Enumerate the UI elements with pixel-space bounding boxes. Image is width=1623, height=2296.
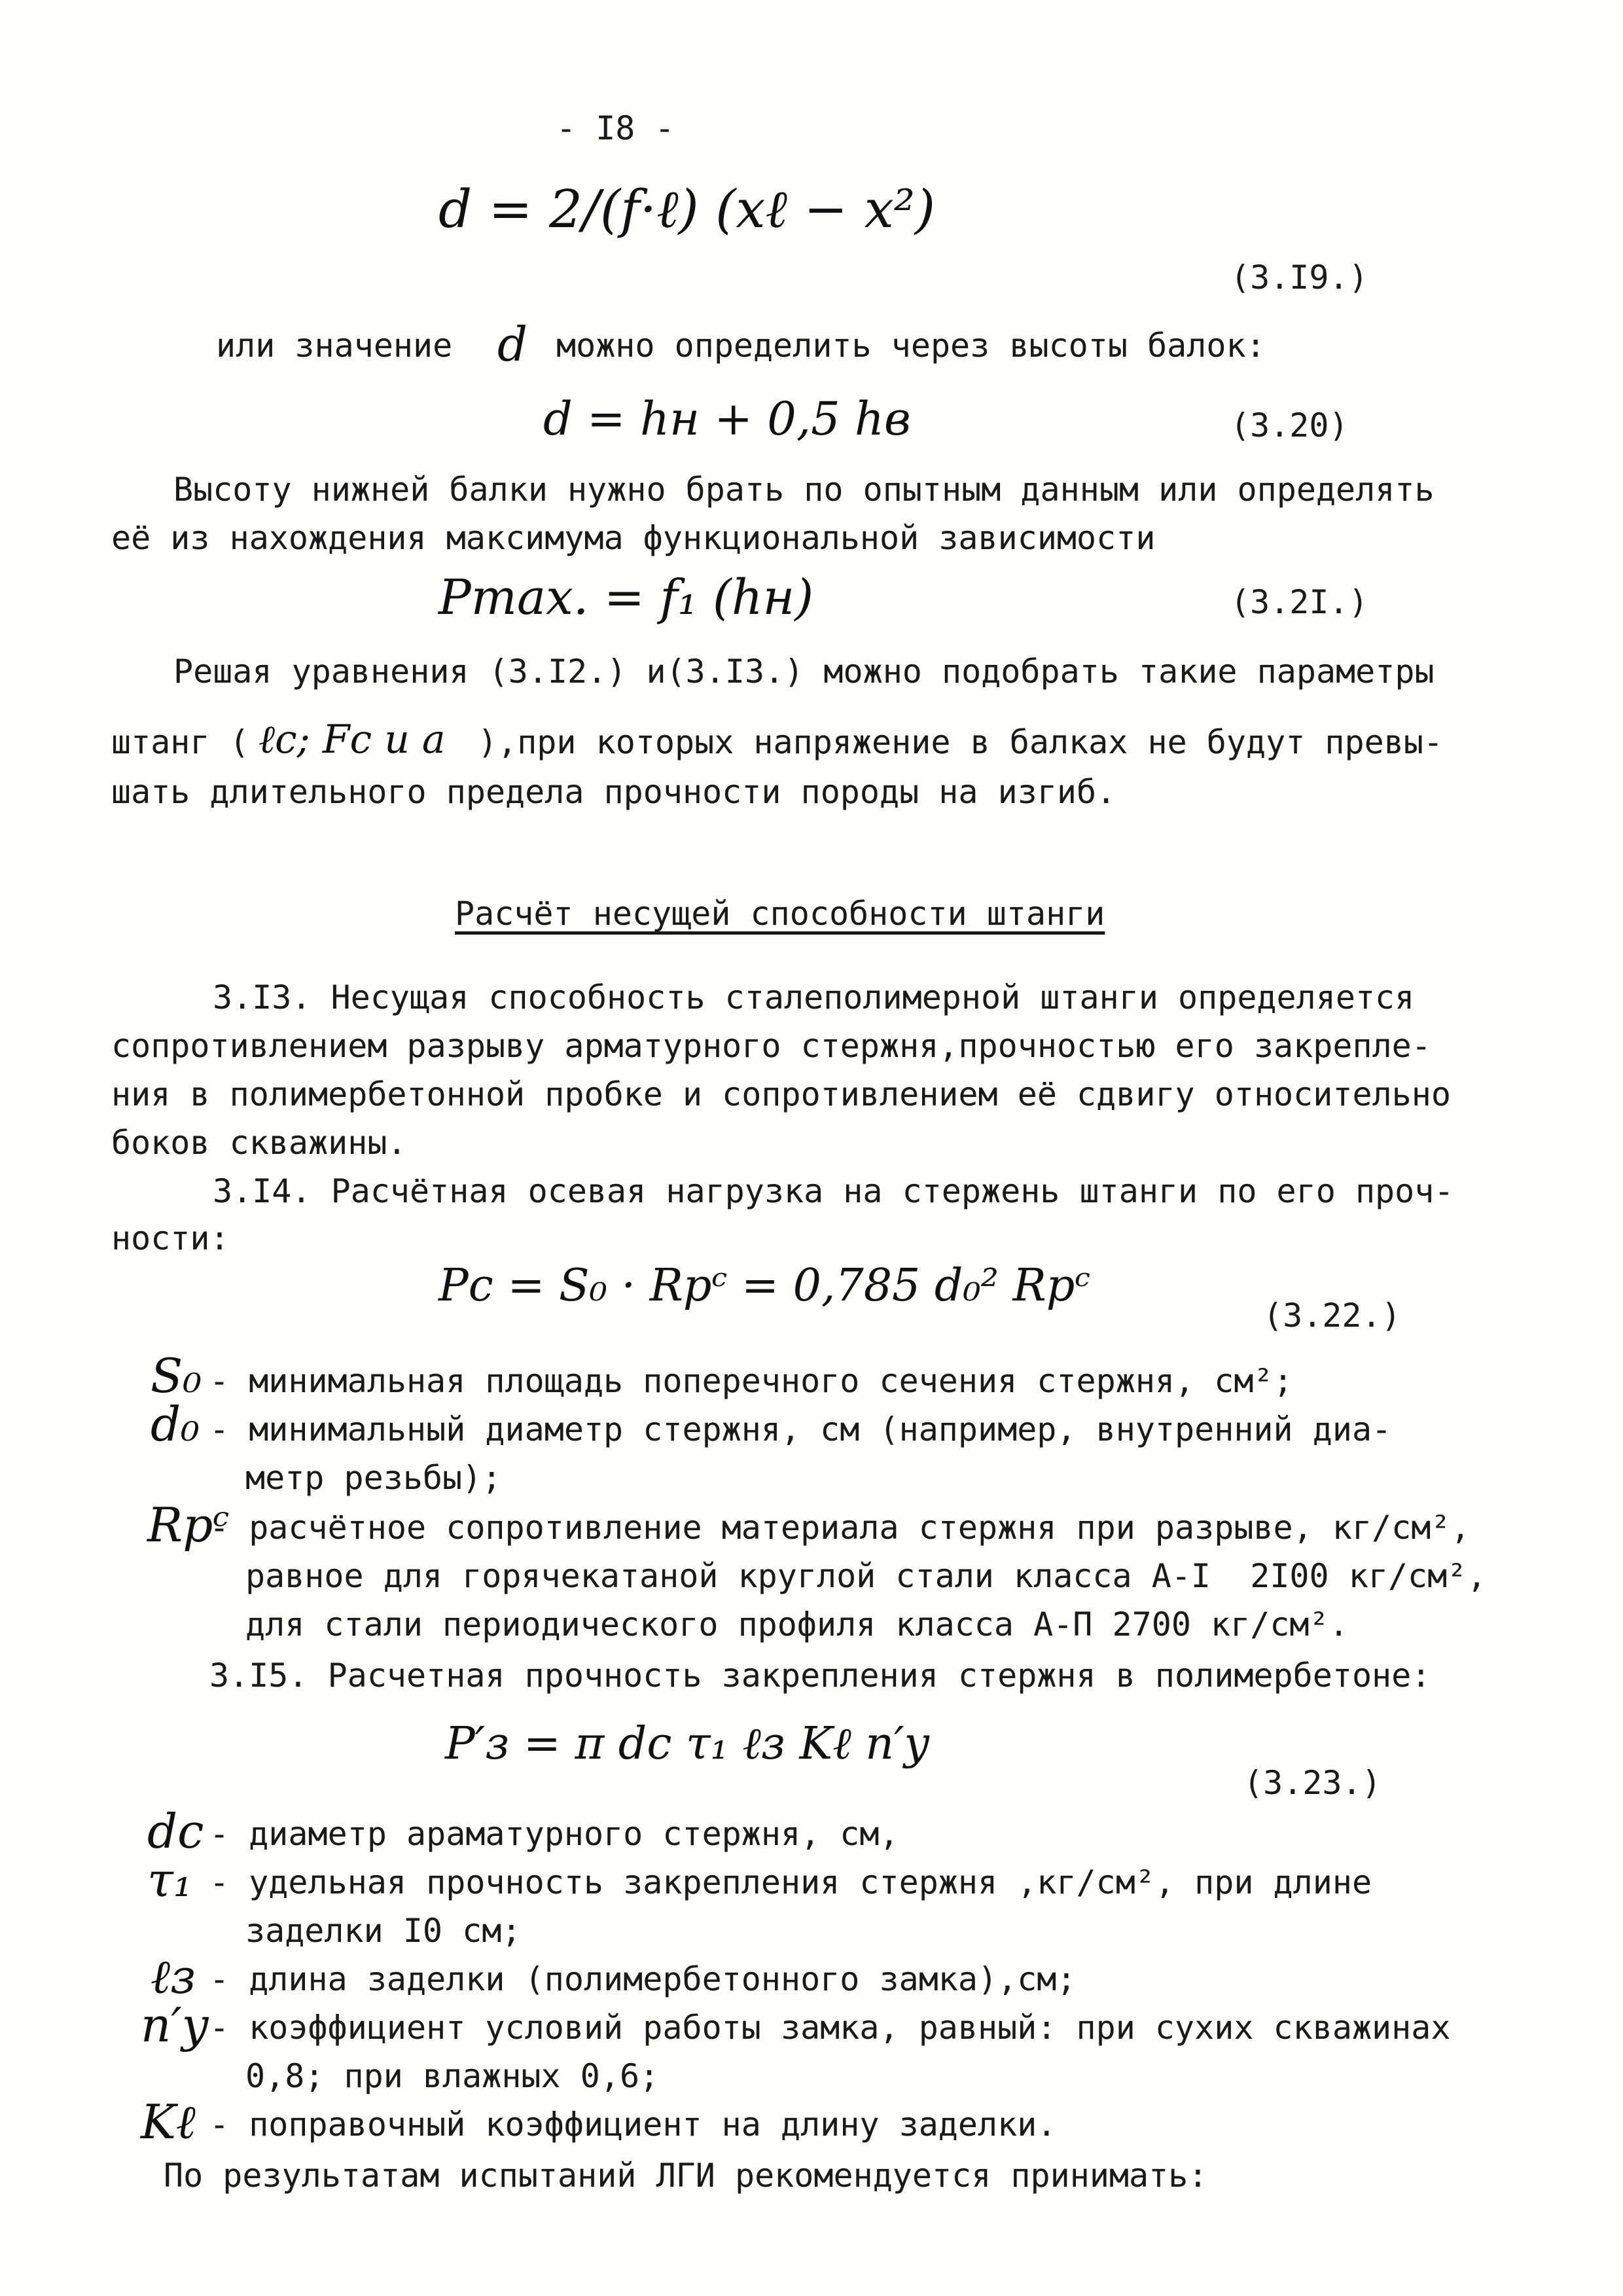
paragraph-1-start: или значение	[216, 327, 453, 365]
formula-3-19: d = 2/(f·ℓ) (xℓ − x²)	[438, 179, 936, 240]
section-3-15: 3.I5. Расчетная прочность закрепления стержня в полимербетоне:	[209, 1657, 1431, 1695]
formula-3-22: Pc = S₀ · Rpᶜ = 0,785 d₀² Rpᶜ	[438, 1260, 1091, 1312]
def-text-d0: - минимальный диаметр стержня, см (например, внутренний диа-	[209, 1410, 1392, 1448]
def-text-tau-cont: заделки I0 см;	[245, 1912, 522, 1950]
section-3-13-line-3: ния в полимербетонной пробке и сопротивлением её сдвигу относительно	[111, 1075, 1451, 1113]
page-number: - I8 -	[556, 109, 675, 147]
def-text-ny: - коэффициент условий работы замка, равный: при сухих скважинах	[209, 2009, 1451, 2047]
def-text-rp-cont-2: для стали периодического профиля класса А-П 2700 кг/см².	[245, 1605, 1349, 1643]
def-text-ny-cont: 0,8; при влажных 0,6;	[245, 2057, 660, 2095]
paragraph-1-end: можно определить через высоты балок:	[556, 327, 1266, 365]
paragraph-3-line-1: Решая уравнения (3.I2.) и(3.I3.) можно подобрать такие параметры	[173, 653, 1435, 691]
section-3-14-line-1: 3.I4. Расчётная осевая нагрузка на стержень штанги по его проч-	[213, 1172, 1454, 1210]
def-symbol-kl: Kℓ	[141, 2094, 196, 2149]
equation-number-3-21: (3.2I.)	[1230, 583, 1368, 621]
def-text-d0-cont: метр резьбы);	[245, 1459, 502, 1497]
paragraph-3-symbols: ℓc; Fc и a	[259, 717, 446, 762]
section-3-13-line-4: боков скважины.	[111, 1124, 407, 1162]
def-symbol-tau: τ₁	[147, 1852, 192, 1907]
def-text-tau: - удельная прочность закрепления стержня ,кг/см², при длине	[209, 1863, 1372, 1901]
paragraph-2-line-2: её из нахождения максимума функциональной зависимости	[111, 519, 1156, 557]
section-3-14-line-2: ности:	[111, 1219, 230, 1257]
equation-number-3-20: (3.20)	[1230, 406, 1349, 444]
def-symbol-rp: Rpᶜ	[147, 1498, 230, 1552]
def-symbol-d0: d₀	[151, 1397, 200, 1452]
def-text-dc: - диаметр арамaтурного стержня, см,	[209, 1815, 899, 1853]
paragraph-3-line-2-end: ),при которых напряжение в балках не будут превы-	[478, 723, 1444, 761]
equation-number-3-23: (3.23.)	[1243, 1764, 1382, 1802]
closing-line: По результатам испытаний ЛГИ рекомендуется принимать:	[164, 2157, 1208, 2195]
equation-number-3-22: (3.22.)	[1263, 1297, 1401, 1335]
paragraph-3-line-2-start: штанг (	[111, 723, 249, 761]
def-symbol-l3: ℓз	[151, 1949, 196, 2004]
formula-3-23: P′з = π dc τ₁ ℓз Kℓ n′y	[445, 1718, 929, 1770]
symbol-d: d	[497, 317, 528, 372]
def-symbol-dc: dc	[147, 1804, 204, 1859]
section-3-13-line-1: 3.I3. Несущая способность сталеполимерной штанги определяется	[213, 978, 1415, 1016]
paragraph-3-line-3: шать длительного предела прочности породы на изгиб.	[111, 773, 1116, 811]
def-text-s0: - минимальная площадь поперечного сечения стержня, см²;	[209, 1362, 1293, 1400]
def-text-l3: - длина заделки (полимербетонного замка),см;	[209, 1960, 1077, 1998]
section-heading: Расчёт несущей способности штанги	[455, 895, 1105, 933]
def-text-rp: - расчётное сопротивление материала стержня при разрыве, кг/см²,	[209, 1509, 1471, 1547]
equation-number-3-19: (3.I9.)	[1230, 259, 1368, 296]
def-text-kl: - поправочный коэффициент на длину заделки.	[209, 2106, 1057, 2144]
formula-3-20: d = hн + 0,5 hв	[543, 392, 911, 446]
def-text-rp-cont-1: равное для горячекатаной круглой стали класса А-I 2I00 кг/см²,	[245, 1557, 1487, 1595]
def-symbol-ny: n′y	[141, 1998, 209, 2053]
section-3-13-line-2: сопротивлением разрыву арматурного стержня,прочностью его закрепле-	[111, 1027, 1431, 1065]
paragraph-2-line-1: Высоту нижней балки нужно брать по опытным данным или определять	[173, 471, 1435, 509]
formula-3-21: Pmax. = f₁ (hн)	[438, 569, 814, 626]
def-symbol-s0: S₀	[151, 1348, 202, 1403]
